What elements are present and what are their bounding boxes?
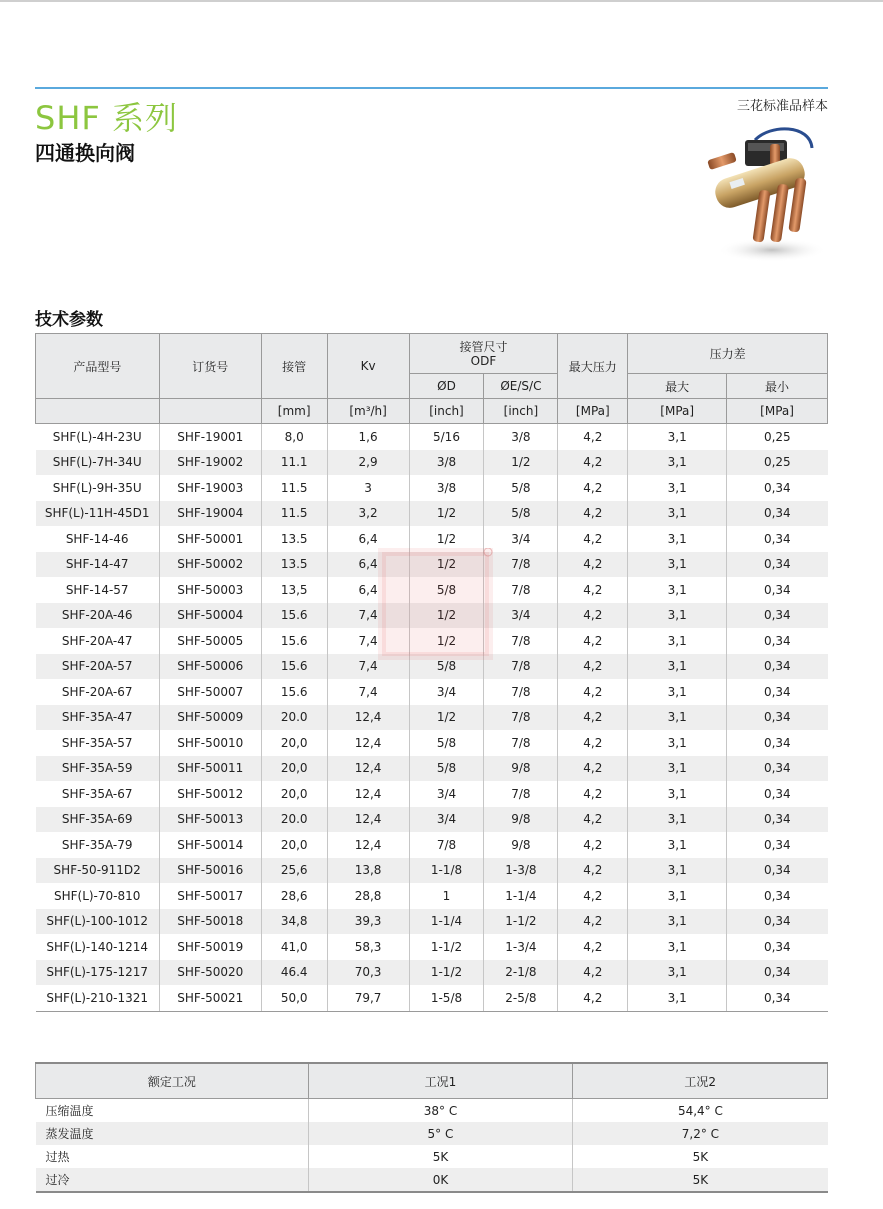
cond-cell-condition: 压缩温度: [45, 1104, 94, 1118]
cell-diff-max: 3,1: [628, 985, 727, 1011]
unit-order-no: [159, 399, 261, 424]
cell-diff-max: 3,1: [628, 628, 727, 654]
cell-oe: 5/8: [484, 501, 558, 527]
cell-diff-min: 0,34: [727, 628, 828, 654]
cell-kv: 1,6: [327, 424, 409, 450]
cond-cell-case1: 5K: [308, 1145, 573, 1168]
cell-oe: 1-1/2: [484, 909, 558, 935]
cell-connection: 34,8: [261, 909, 327, 935]
cell-diff-min: 0,34: [727, 756, 828, 782]
cell-model: SHF-35A-79: [61, 837, 133, 852]
cell-diff-min: 0,25: [727, 424, 828, 450]
cell-connection: 11.1: [261, 450, 327, 476]
product-photo: [700, 118, 830, 268]
cell-max-pressure: 4,2: [558, 679, 628, 705]
cell-kv: 12,4: [327, 730, 409, 756]
cell-diff-min: 0,34: [727, 985, 828, 1011]
table-row: [36, 424, 828, 450]
table-row: [36, 960, 828, 986]
cell-connection: 13.5: [261, 526, 327, 552]
cell-od: 3/4: [409, 781, 484, 807]
cond-cell-case2: 5K: [573, 1145, 828, 1168]
cell-connection: 11.5: [261, 475, 327, 501]
cell-diff-max: 3,1: [628, 577, 727, 603]
cell-kv: 6,4: [327, 552, 409, 578]
cell-kv: 7,4: [327, 603, 409, 629]
cond-cell-case1: 0K: [308, 1168, 573, 1192]
cell-diff-min: 0,34: [727, 577, 828, 603]
cell-oe: 5/8: [484, 475, 558, 501]
cell-connection: 28,6: [261, 883, 327, 909]
cell-od: 3/8: [409, 475, 484, 501]
cell-max-pressure: 4,2: [558, 883, 628, 909]
cell-diff-min: 0,34: [727, 679, 828, 705]
cell-oe: 1-3/8: [484, 858, 558, 884]
cond-cell-case2: 5K: [573, 1168, 828, 1192]
cell-oe: 9/8: [484, 832, 558, 858]
cell-diff-max: 3,1: [628, 934, 727, 960]
cell-model: SHF(L)-11H-45D1: [36, 501, 160, 527]
cell-diff-max: 3,1: [628, 730, 727, 756]
header-odf: ODF: [470, 353, 497, 368]
header-kv: Kv: [327, 334, 409, 399]
cell-oe: 3/4: [484, 603, 558, 629]
cell-max-pressure: 4,2: [558, 858, 628, 884]
cell-model: SHF(L)-175-1217: [36, 960, 160, 986]
table-row: [36, 654, 828, 680]
table-row: [36, 577, 828, 603]
section-title-tech-params: 技术参数: [35, 310, 103, 330]
cond-header-case2: 工况2: [573, 1063, 828, 1099]
cell-model: SHF-20A-57: [36, 654, 160, 680]
cell-max-pressure: 4,2: [558, 475, 628, 501]
cell-oe: 7/8: [484, 679, 558, 705]
cell-order-no: SHF-19001: [159, 424, 261, 450]
cell-od: 7/8: [409, 832, 484, 858]
cell-kv: 12,4: [327, 705, 409, 731]
header-pressure-diff: 压力差: [628, 334, 828, 374]
header-pipe-size: [409, 334, 558, 374]
cell-order-no: SHF-50006: [159, 654, 261, 680]
cell-oe: 7/8: [484, 628, 558, 654]
cell-diff-max: 3,1: [628, 858, 727, 884]
cell-kv: 58,3: [327, 934, 409, 960]
cell-kv: 12,4: [327, 781, 409, 807]
cell-model: SHF-14-57: [65, 582, 129, 597]
cell-order-no: SHF-50014: [159, 832, 261, 858]
cell-diff-min: 0,34: [727, 730, 828, 756]
cell-diff-min: 0,34: [727, 832, 828, 858]
unit-od: [inch]: [409, 399, 484, 424]
cell-kv: 3,2: [327, 501, 409, 527]
cell-kv: 12,4: [327, 756, 409, 782]
unit-kv: [m³/h]: [327, 399, 409, 424]
table-row: [36, 756, 828, 782]
cell-kv: 39,3: [327, 909, 409, 935]
table-row: [36, 450, 828, 476]
cell-od: 3/4: [409, 679, 484, 705]
cell-order-no: SHF-50016: [159, 858, 261, 884]
cell-od: 1: [409, 883, 484, 909]
cell-model: SHF(L)-4H-23U: [52, 429, 142, 444]
cell-diff-max: 3,1: [628, 552, 727, 578]
cell-max-pressure: 4,2: [558, 781, 628, 807]
cell-od: 1/2: [409, 603, 484, 629]
cell-model: SHF-35A-47: [36, 705, 160, 731]
cell-order-no: SHF-50021: [159, 985, 261, 1011]
cell-kv: 7,4: [327, 679, 409, 705]
cell-connection: 20.0: [261, 807, 327, 833]
cell-od: 1/2: [409, 552, 484, 578]
cell-connection: 15.6: [261, 603, 327, 629]
cond-cell-case1: 5° C: [308, 1122, 573, 1145]
cell-connection: 20,0: [261, 756, 327, 782]
cell-max-pressure: 4,2: [558, 654, 628, 680]
header-accent-line: [35, 87, 828, 89]
header-order-no: 订货号: [159, 334, 261, 399]
unit-connection: [mm]: [261, 399, 327, 424]
cond-header-rated: 额定工况: [36, 1063, 309, 1099]
cell-max-pressure: 4,2: [558, 832, 628, 858]
cell-connection: 13.5: [261, 552, 327, 578]
header-od: ØD: [409, 374, 484, 399]
table-row: [36, 883, 828, 909]
cell-od: 1-1/2: [409, 960, 484, 986]
cell-kv: 13,8: [327, 858, 409, 884]
cond-cell-case2: 54,4° C: [573, 1099, 828, 1123]
header-connection: 接管: [261, 334, 327, 399]
cell-diff-max: 3,1: [628, 679, 727, 705]
cell-diff-max: 3,1: [628, 832, 727, 858]
cell-model: SHF-14-47: [36, 552, 160, 578]
cell-od: 1/2: [409, 501, 484, 527]
cell-od: 1-5/8: [409, 985, 484, 1011]
cell-od: 3/4: [409, 807, 484, 833]
cell-order-no: SHF-50011: [159, 756, 261, 782]
cell-diff-max: 3,1: [628, 450, 727, 476]
cell-order-no: SHF-50003: [159, 577, 261, 603]
cell-diff-min: 0,34: [727, 526, 828, 552]
cell-diff-min: 0,34: [727, 934, 828, 960]
cell-max-pressure: 4,2: [558, 577, 628, 603]
product-subtitle: 四通换向阀: [35, 141, 135, 165]
cell-order-no: SHF-50017: [159, 883, 261, 909]
cell-max-pressure: 4,2: [558, 807, 628, 833]
cell-model: SHF-50-911D2: [36, 858, 160, 884]
top-divider: [0, 0, 883, 2]
cell-order-no: SHF-50002: [159, 552, 261, 578]
cell-max-pressure: 4,2: [558, 526, 628, 552]
cell-max-pressure: 4,2: [558, 730, 628, 756]
cell-diff-min: 0,34: [727, 781, 828, 807]
cell-oe: 1/2: [484, 450, 558, 476]
header-diff-min: 最小: [727, 374, 828, 399]
unit-max-pressure: [MPa]: [558, 399, 628, 424]
cell-od: 5/16: [409, 424, 484, 450]
cell-order-no: SHF-50005: [159, 628, 261, 654]
cell-diff-max: 3,1: [628, 526, 727, 552]
cell-model: SHF-14-46: [65, 531, 129, 546]
table-row: [36, 552, 828, 578]
cond-cell-condition: 过冷: [36, 1168, 309, 1192]
cell-model: SHF(L)-210-1321: [36, 985, 160, 1011]
cell-oe: 3/4: [484, 526, 558, 552]
cell-diff-min: 0,34: [727, 475, 828, 501]
cell-od: 5/8: [409, 654, 484, 680]
table-row: [36, 526, 828, 552]
cell-od: 1/2: [409, 526, 484, 552]
cond-cell-condition: 蒸发温度: [36, 1122, 309, 1145]
cell-kv: 12,4: [327, 832, 409, 858]
cell-connection: 8,0: [261, 424, 327, 450]
cell-od: 1/2: [409, 705, 484, 731]
cell-oe: 7/8: [484, 781, 558, 807]
cond-cell-condition: 过热: [45, 1150, 70, 1164]
cell-model: SHF-35A-69: [36, 807, 160, 833]
table-row: [36, 1099, 828, 1123]
table-row: [36, 475, 828, 501]
cell-max-pressure: 4,2: [558, 450, 628, 476]
table-row: [36, 705, 828, 731]
cell-kv: 70,3: [327, 960, 409, 986]
cell-diff-min: 0,34: [727, 909, 828, 935]
table-row: [36, 501, 828, 527]
cell-diff-max: 3,1: [628, 909, 727, 935]
cell-order-no: SHF-50019: [159, 934, 261, 960]
cell-model: SHF-35A-67: [61, 786, 133, 801]
cell-oe: 7/8: [484, 577, 558, 603]
table-row: [36, 1145, 828, 1168]
header-pipe-size-label: 接管尺寸: [459, 339, 508, 354]
cell-kv: 2,9: [327, 450, 409, 476]
table-row: [36, 679, 828, 705]
table-row: [36, 807, 828, 833]
cell-max-pressure: 4,2: [558, 603, 628, 629]
cond-cell-case2: 7,2° C: [573, 1122, 828, 1145]
cell-model: SHF(L)-140-1214: [46, 939, 149, 954]
unit-diff-max: [MPa]: [628, 399, 727, 424]
cell-diff-max: 3,1: [628, 603, 727, 629]
cell-oe: 7/8: [484, 730, 558, 756]
cell-max-pressure: 4,2: [558, 424, 628, 450]
cell-od: 5/8: [409, 730, 484, 756]
cell-connection: 46.4: [261, 960, 327, 986]
cell-od: 5/8: [409, 756, 484, 782]
cell-oe: 7/8: [484, 552, 558, 578]
cell-oe: 1-3/4: [484, 934, 558, 960]
cell-order-no: SHF-50009: [159, 705, 261, 731]
cell-model: SHF-20A-67: [61, 684, 133, 699]
table-row: [36, 934, 828, 960]
table-row: [36, 781, 828, 807]
cell-connection: 50,0: [261, 985, 327, 1011]
cell-kv: 28,8: [327, 883, 409, 909]
cell-kv: 12,4: [327, 807, 409, 833]
cell-diff-min: 0,34: [727, 705, 828, 731]
cell-oe: 9/8: [484, 807, 558, 833]
cell-diff-min: 0,34: [727, 552, 828, 578]
cell-diff-min: 0,34: [727, 807, 828, 833]
cell-od: 1-1/2: [409, 934, 484, 960]
cell-oe: 7/8: [484, 654, 558, 680]
cell-max-pressure: 4,2: [558, 756, 628, 782]
cell-diff-min: 0,25: [727, 450, 828, 476]
cell-connection: 41,0: [261, 934, 327, 960]
cond-cell-case1: 38° C: [308, 1099, 573, 1123]
header-model: 产品型号: [36, 334, 160, 399]
cell-kv: 7,4: [327, 628, 409, 654]
cell-connection: 11.5: [261, 501, 327, 527]
catalog-label: 三花标准品样本: [736, 99, 828, 114]
cell-connection: 13,5: [261, 577, 327, 603]
cell-kv: 6,4: [327, 526, 409, 552]
table-row: [36, 858, 828, 884]
series-title: SHF 系列: [35, 99, 178, 137]
cell-model: SHF-35A-59: [36, 756, 160, 782]
cell-order-no: SHF-50020: [159, 960, 261, 986]
cell-connection: 20,0: [261, 781, 327, 807]
table-row: [36, 628, 828, 654]
cell-diff-max: 3,1: [628, 424, 727, 450]
header-oe: ØE/S/C: [484, 374, 558, 399]
cell-diff-min: 0,34: [727, 960, 828, 986]
cell-oe: 2-1/8: [484, 960, 558, 986]
cell-connection: 25,6: [261, 858, 327, 884]
cell-od: 1-1/8: [409, 858, 484, 884]
table-row: [36, 603, 828, 629]
cell-connection: 15.6: [261, 679, 327, 705]
table-row: [36, 1122, 828, 1145]
cell-model: SHF(L)-7H-34U: [36, 450, 160, 476]
cell-kv: 7,4: [327, 654, 409, 680]
cell-diff-max: 3,1: [628, 960, 727, 986]
cell-max-pressure: 4,2: [558, 628, 628, 654]
header-diff-max: 最大: [628, 374, 727, 399]
table-row: [36, 832, 828, 858]
cell-diff-min: 0,34: [727, 501, 828, 527]
cell-kv: 6,4: [327, 577, 409, 603]
cell-od: 5/8: [409, 577, 484, 603]
cell-order-no: SHF-50013: [159, 807, 261, 833]
cell-diff-min: 0,34: [727, 858, 828, 884]
cell-model: SHF(L)-9H-35U: [52, 480, 142, 495]
cell-connection: 20.0: [261, 705, 327, 731]
cell-order-no: SHF-50004: [159, 603, 261, 629]
cell-kv: 79,7: [327, 985, 409, 1011]
cell-order-no: SHF-19002: [159, 450, 261, 476]
cell-model: SHF(L)-70-810: [53, 888, 141, 903]
cell-order-no: SHF-19003: [159, 475, 261, 501]
cell-model: SHF-20A-47: [61, 633, 133, 648]
cell-diff-max: 3,1: [628, 705, 727, 731]
cell-max-pressure: 4,2: [558, 705, 628, 731]
cell-od: 1/2: [409, 628, 484, 654]
cell-kv: 3: [327, 475, 409, 501]
cell-model: SHF(L)-100-1012: [36, 909, 160, 935]
cell-max-pressure: 4,2: [558, 934, 628, 960]
cell-order-no: SHF-50018: [159, 909, 261, 935]
cell-diff-max: 3,1: [628, 756, 727, 782]
table-row: [36, 985, 828, 1011]
cell-model: SHF-35A-57: [61, 735, 133, 750]
cell-oe: 2-5/8: [484, 985, 558, 1011]
cond-header-case1: 工况1: [308, 1063, 573, 1099]
cell-order-no: SHF-50010: [159, 730, 261, 756]
table-row: [36, 730, 828, 756]
cell-model: SHF-20A-46: [36, 603, 160, 629]
unit-model: [36, 399, 160, 424]
cell-max-pressure: 4,2: [558, 985, 628, 1011]
cell-oe: 3/8: [484, 424, 558, 450]
cell-order-no: SHF-50007: [159, 679, 261, 705]
cell-diff-max: 3,1: [628, 475, 727, 501]
cell-oe: 9/8: [484, 756, 558, 782]
table-row: [36, 909, 828, 935]
cell-max-pressure: 4,2: [558, 909, 628, 935]
cell-diff-max: 3,1: [628, 501, 727, 527]
cell-order-no: SHF-50001: [159, 526, 261, 552]
header-max-pressure: 最大压力: [558, 334, 628, 399]
cell-diff-min: 0,34: [727, 603, 828, 629]
cell-connection: 15.6: [261, 654, 327, 680]
cell-diff-min: 0,34: [727, 654, 828, 680]
spec-table: [35, 333, 828, 1012]
cell-diff-max: 3,1: [628, 807, 727, 833]
cell-od: 3/8: [409, 450, 484, 476]
cell-oe: 1-1/4: [484, 883, 558, 909]
cell-diff-max: 3,1: [628, 654, 727, 680]
cell-connection: 15.6: [261, 628, 327, 654]
cell-diff-min: 0,34: [727, 883, 828, 909]
cell-oe: 7/8: [484, 705, 558, 731]
cell-max-pressure: 4,2: [558, 552, 628, 578]
cell-diff-max: 3,1: [628, 883, 727, 909]
unit-diff-min: [MPa]: [727, 399, 828, 424]
unit-oe: [inch]: [484, 399, 558, 424]
conditions-table: [35, 1062, 828, 1193]
cell-connection: 20,0: [261, 832, 327, 858]
cell-order-no: SHF-50012: [159, 781, 261, 807]
cell-diff-max: 3,1: [628, 781, 727, 807]
cell-order-no: SHF-19004: [159, 501, 261, 527]
cell-max-pressure: 4,2: [558, 501, 628, 527]
cell-max-pressure: 4,2: [558, 960, 628, 986]
cell-od: 1-1/4: [409, 909, 484, 935]
cell-connection: 20,0: [261, 730, 327, 756]
table-row: [36, 1168, 828, 1192]
